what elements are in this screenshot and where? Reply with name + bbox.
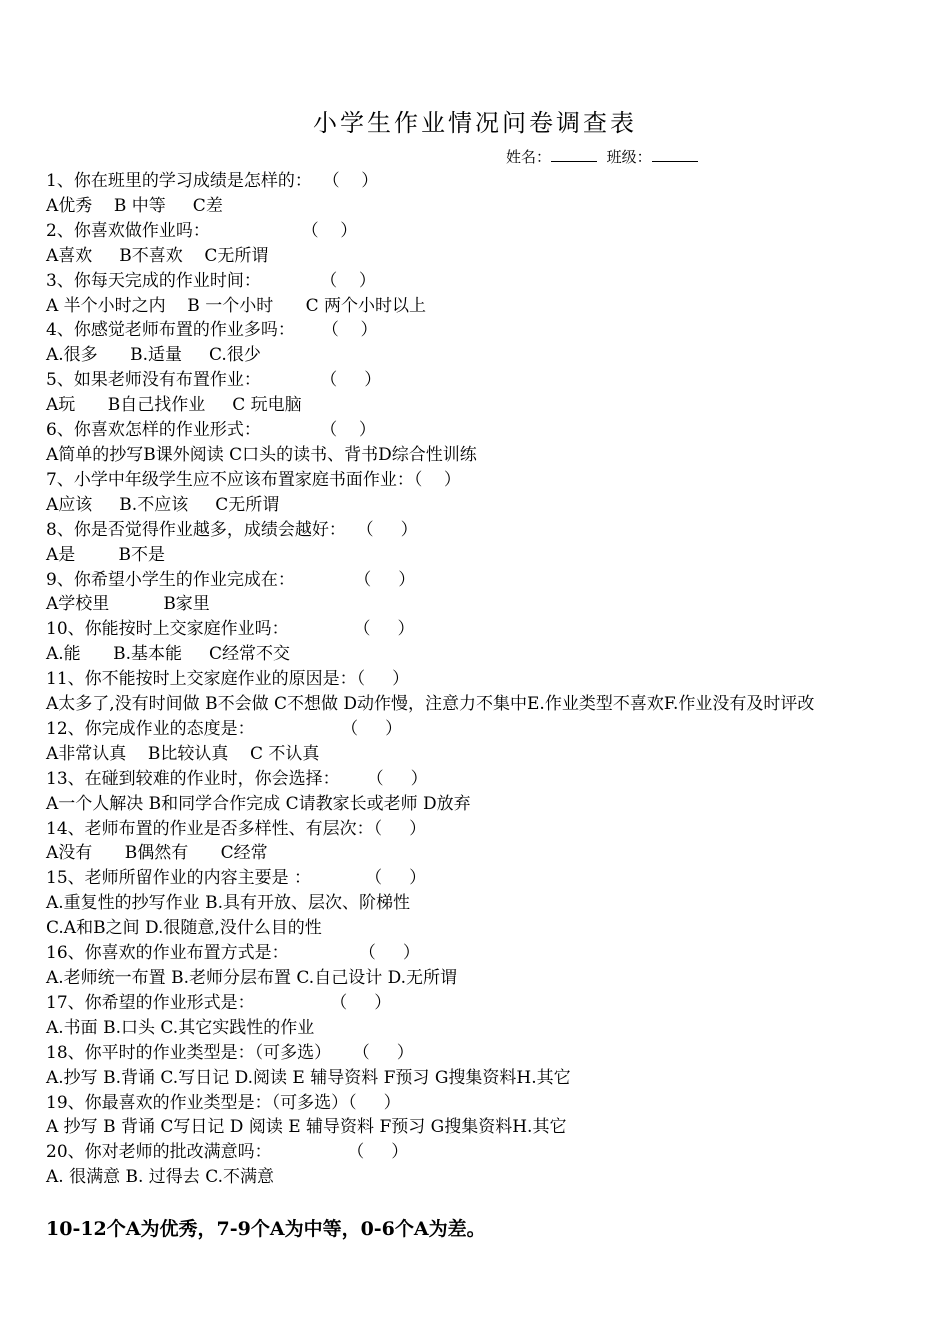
options-1: A优秀 B 中等 C差 — [46, 195, 223, 216]
question-10: 10、你能按时上交家庭作业吗： （ ） — [46, 619, 415, 640]
options-8: A是 B不是 — [46, 544, 165, 565]
question-15: 15、老师所留作业的内容主要是 ： （ ） — [46, 868, 427, 889]
options-11: A太多了,没有时间做 B不会做 C不想做 D动作慢，注意力不集中E.作业类型不喜欢F.作业没有及时评改 — [46, 694, 815, 715]
question-16: 16、你喜欢的作业布置方式是： （ ） — [46, 943, 420, 964]
name-class-fields — [506, 146, 698, 167]
question-11: 11、你不能按时上交家庭作业的原因是：（ ） — [46, 669, 410, 690]
question-6: 6、你喜欢怎样的作业形式： （ ） — [46, 420, 376, 441]
scoring-note: 10-12个A为优秀，7-9个A为中等，0-6个A为差。 — [46, 1218, 486, 1240]
options-6: A简单的抄写B课外阅读 C口头的读书、背书D综合性训练 — [46, 444, 477, 465]
options-2: A喜欢 B不喜欢 C无所谓 — [46, 245, 269, 266]
class-blank[interactable] — [652, 147, 698, 162]
options-15a: A.重复性的抄写作业 B.具有开放、层次、阶梯性 — [46, 893, 410, 914]
question-17: 17、你希望的作业形式是： （ ） — [46, 992, 392, 1013]
options-15b: C.A和B之间 D.很随意,没什么目的性 — [46, 918, 322, 939]
question-13: 13、在碰到较难的作业时，你会选择： （ ） — [46, 768, 428, 789]
question-18: 18、你平时的作业类型是：（可多选） （ ） — [46, 1042, 414, 1063]
options-12: A非常认真 B比较认真 C 不认真 — [46, 743, 320, 764]
options-10: A.能 B.基本能 C经常不交 — [46, 644, 291, 665]
question-4: 4、你感觉老师布置的作业多吗： （ ） — [46, 320, 378, 341]
options-13: A一个人解决 B和同学合作完成 C请教家长或老师 D放弃 — [46, 793, 471, 814]
options-7: A应该 B.不应该 C无所谓 — [46, 494, 280, 515]
question-7: 7、小学中年级学生应不应该布置家庭书面作业：（ ） — [46, 469, 461, 490]
name-label: 姓名： — [506, 148, 552, 166]
options-18: A.抄写 B.背诵 C.写日记 D.阅读 E 辅导资料 F预习 G搜集资料H.其它 — [46, 1067, 571, 1088]
question-list — [46, 169, 914, 1190]
question-14: 14、老师布置的作业是否多样性、有层次：（ ） — [46, 818, 427, 839]
class-label: 班级： — [606, 148, 652, 166]
options-3: A 半个小时之内 B 一个小时 C 两个小时以上 — [46, 295, 427, 316]
question-3: 3、你每天完成的作业时间： （ ） — [46, 270, 376, 291]
name-blank[interactable] — [551, 147, 597, 162]
options-17: A.书面 B.口头 C.其它实践性的作业 — [46, 1017, 315, 1038]
question-1: 1、你在班里的学习成绩是怎样的： （ ） — [46, 171, 379, 191]
options-19: A 抄写 B 背诵 C写日记 D 阅读 E 辅导资料 F预习 G搜集资料H.其它 — [46, 1117, 567, 1138]
options-5: A玩 B自己找作业 C 玩电脑 — [46, 395, 302, 416]
question-20: 20、你对老师的批改满意吗： （ ） — [46, 1142, 409, 1163]
question-2: 2、你喜欢做作业吗： （ ） — [46, 220, 358, 241]
question-9: 9、你希望小学生的作业完成在： （ ） — [46, 569, 416, 590]
options-16: A.老师统一布置 B.老师分层布置 C.自己设计 D.无所谓 — [46, 968, 458, 988]
options-4: A.很多 B.适量 C.很少 — [46, 345, 261, 366]
options-20: A. 很满意 B. 过得去 C.不满意 — [46, 1167, 274, 1188]
question-19: 19、你最喜欢的作业类型是：（可多选）（ ） — [46, 1092, 401, 1113]
options-9: A学校里 B家里 — [46, 594, 210, 615]
document-title: 小学生作业情况问卷调查表 — [313, 109, 637, 137]
question-5: 5、如果老师没有布置作业： （ ） — [46, 370, 382, 391]
options-14: A没有 B偶然有 C经常 — [46, 843, 268, 864]
question-8: 8、你是否觉得作业越多，成绩会越好： （ ） — [46, 519, 418, 540]
question-12: 12、你完成作业的态度是： （ ） — [46, 718, 403, 739]
